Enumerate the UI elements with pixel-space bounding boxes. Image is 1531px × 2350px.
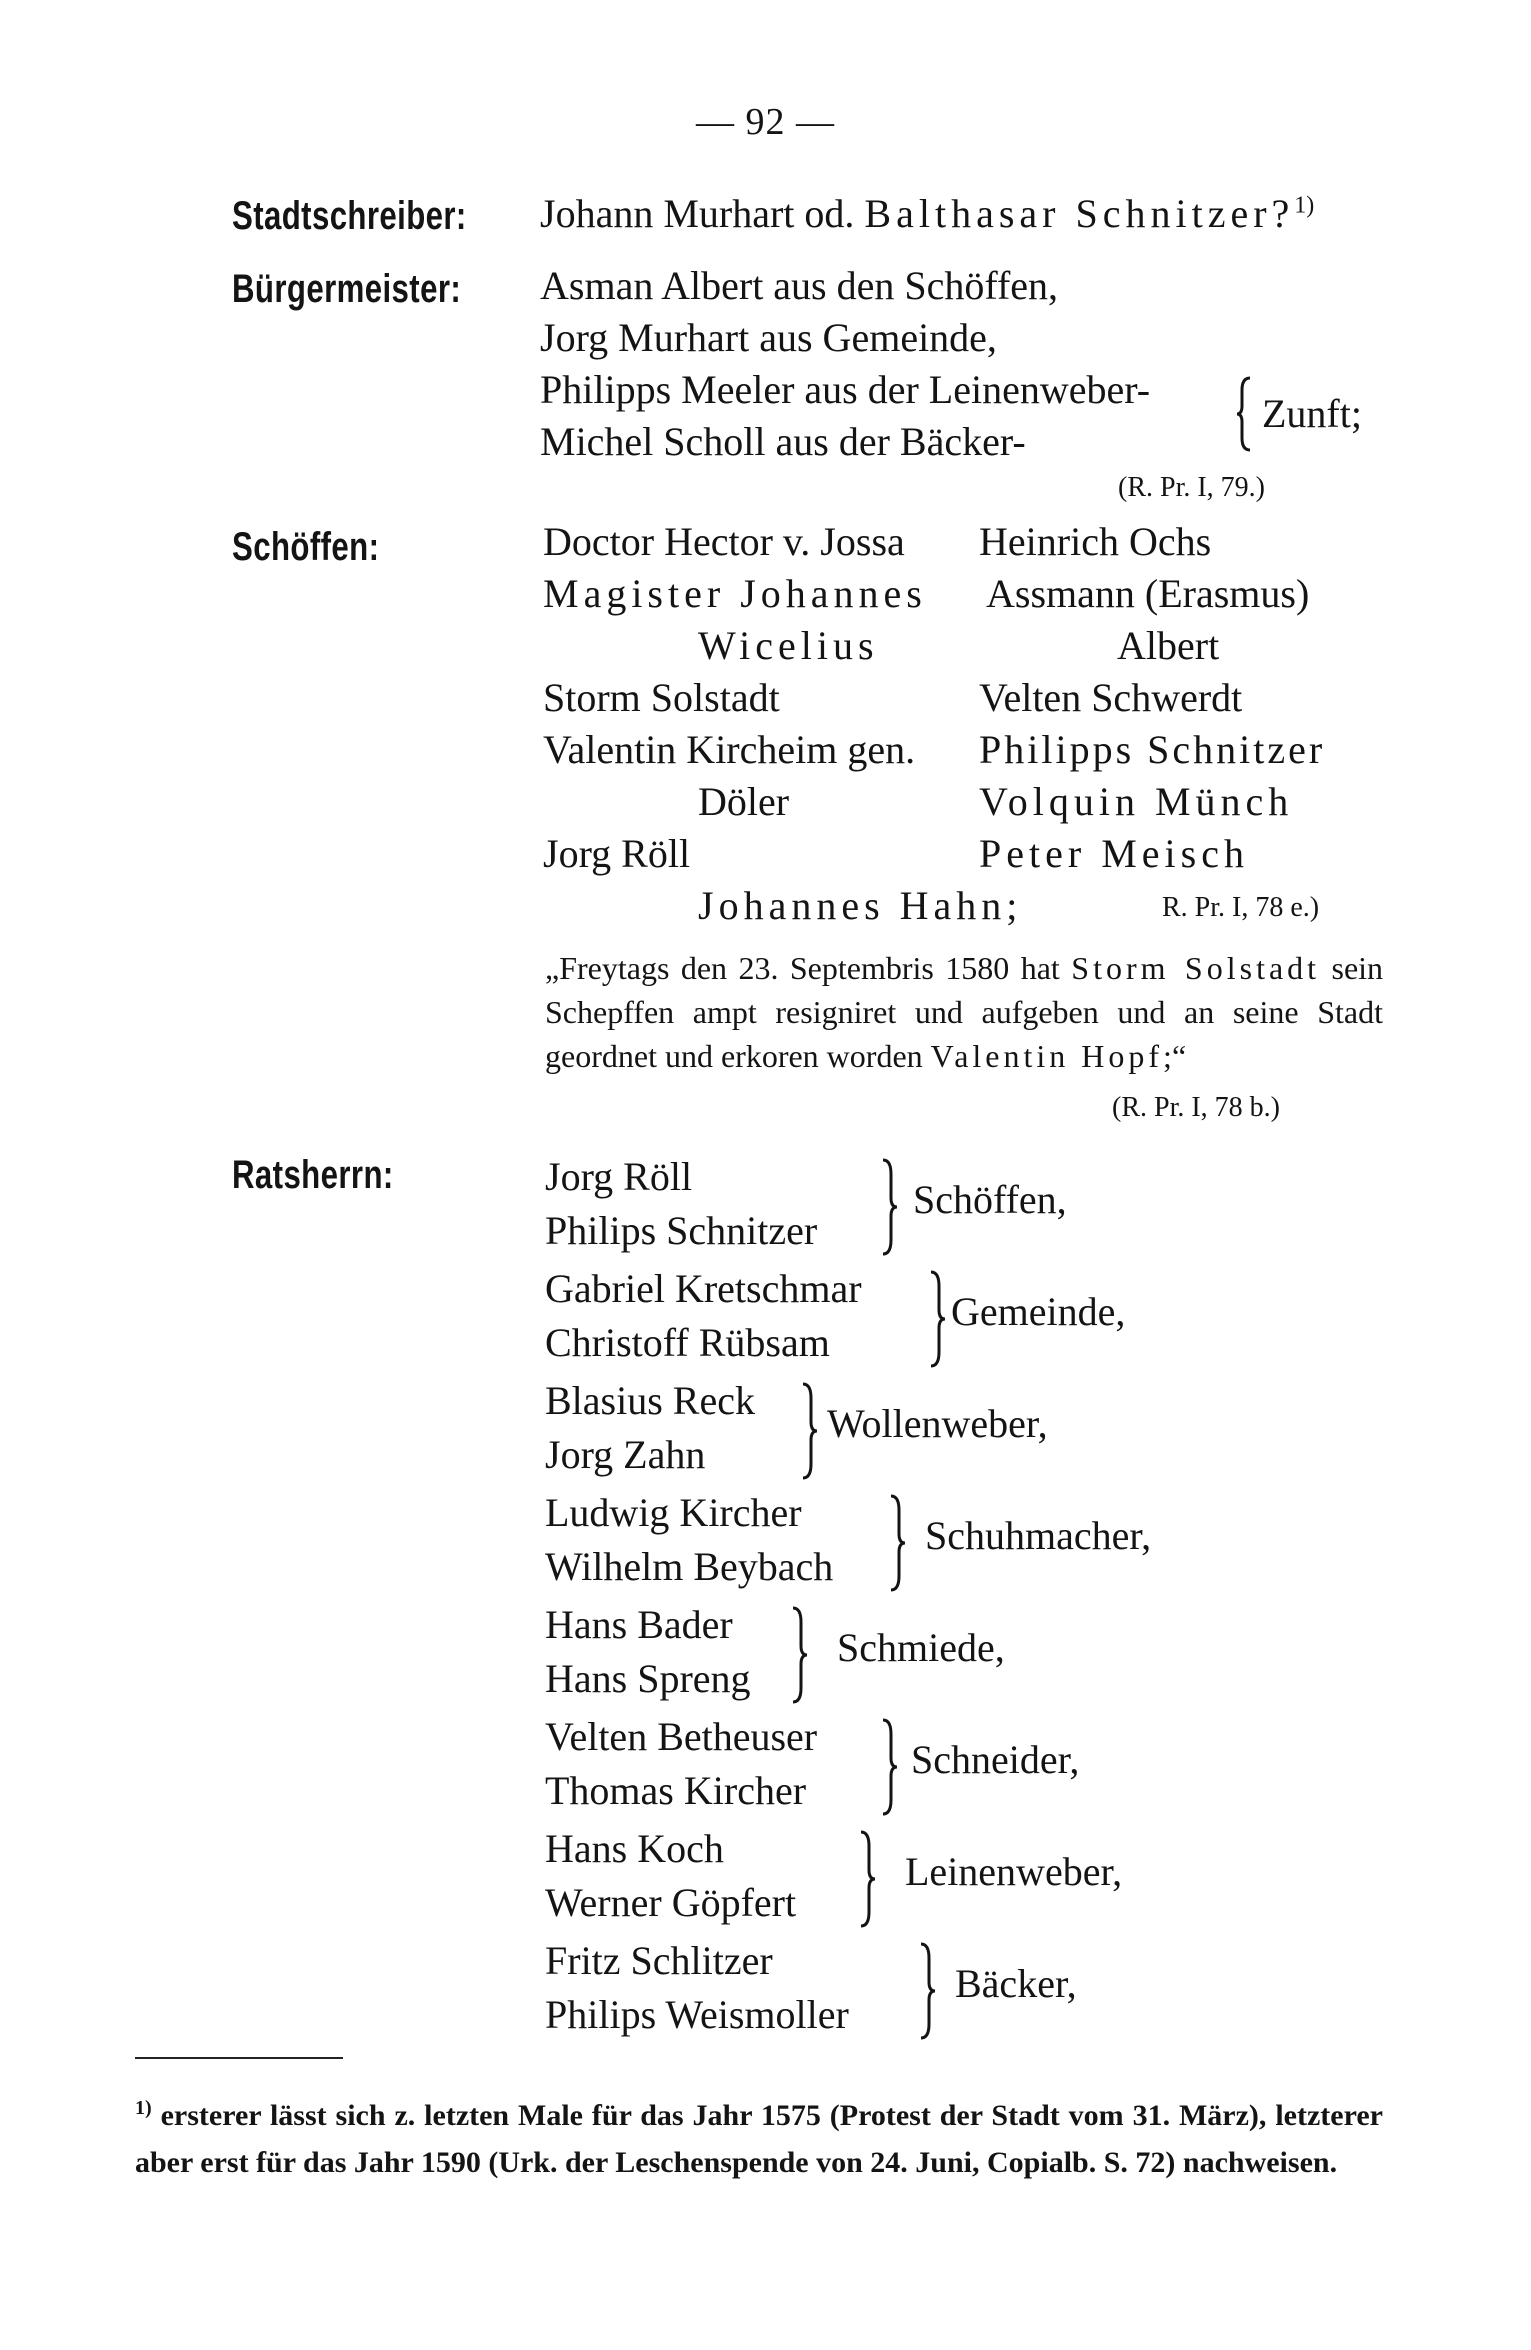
- ratsherrn-names: [545, 1710, 817, 1818]
- curly-brace-icon: [859, 1830, 877, 1928]
- quote-name: Valentin Hopf: [930, 1038, 1164, 1074]
- schoeffen-name: Storm Solstadt: [543, 675, 780, 720]
- ratsherrn-guild: Schneider,: [911, 1737, 1080, 1782]
- stadtschreiber-label: Stadtschreiber:: [232, 194, 467, 238]
- ratsherr-name: Wilhelm Beybach: [545, 1544, 834, 1589]
- ratsherr-name: Hans Koch: [545, 1826, 724, 1871]
- ratsherrn-guild: Wollenweber,: [827, 1401, 1048, 1446]
- footnote-text: ersterer lässt sich z. letzten Male für das Jahr 1575 (Protest der Stadt vom 31. März), letzterer aber erst für das Jahr 1590 (Urk. der Leschenspende von 24. Juni, Copialb. S. 72) nachweisen.: [135, 2099, 1383, 2179]
- quote-reference: (R. Pr. I, 78 b.): [1112, 1092, 1280, 1123]
- ratsherr-name: Philips Schnitzer: [545, 1208, 818, 1253]
- stadtschreiber-value-name: Balthasar Schnitzer?: [864, 191, 1295, 236]
- buergermeister-label: Bürgermeister:: [232, 267, 462, 311]
- ratsherrn-names: [545, 1598, 751, 1706]
- ratsherrn-names: [545, 1486, 833, 1594]
- ratsherr-name: Thomas Kircher: [545, 1768, 807, 1813]
- quote-close: ;“: [1163, 1038, 1187, 1074]
- schoeffen-label: Schöffen:: [232, 525, 380, 569]
- curly-brace-icon: [1236, 376, 1256, 452]
- quote-open: „Freytags den 23. Septembris 1580 hat: [545, 950, 1060, 986]
- ratsherr-name: Ludwig Kircher: [545, 1490, 802, 1535]
- curly-brace-icon: [919, 1942, 937, 2040]
- schoeffen-name: Assmann (Erasmus): [986, 571, 1310, 616]
- curly-brace-icon: [929, 1270, 947, 1368]
- ratsherr-name: Blasius Reck: [545, 1378, 755, 1423]
- buergermeister-line: Jorg Murhart aus Gemeinde,: [540, 315, 997, 360]
- schoeffen-quote: [545, 946, 1383, 1078]
- footnote-marker: 1): [135, 2097, 152, 2119]
- footnote-rule: [135, 2057, 343, 2059]
- ratsherrn-names: [545, 1150, 817, 1258]
- ratsherrn-guild: Leinenweber,: [905, 1849, 1123, 1894]
- ratsherrn-names: [545, 1374, 755, 1482]
- schoeffen-name: Magister Johannes: [543, 571, 927, 616]
- schoeffen-reference: R. Pr. I, 78 e.): [1162, 892, 1320, 923]
- buergermeister-reference: (R. Pr. I, 79.): [1118, 472, 1265, 503]
- ratsherr-name: Fritz Schlitzer: [545, 1938, 773, 1983]
- ratsherrn-names: [545, 1934, 849, 2042]
- curly-brace-icon: [881, 1158, 899, 1256]
- schoeffen-name: Philipps Schnitzer: [979, 727, 1326, 772]
- ratsherrn-guild: Bäcker,: [955, 1961, 1077, 2006]
- buergermeister-line: Asman Albert aus den Schöffen,: [540, 263, 1059, 308]
- schoeffen-name: Valentin Kircheim gen.: [543, 727, 916, 772]
- schoeffen-name: Doctor Hector v. Jossa: [543, 519, 905, 564]
- ratsherr-name: Jorg Zahn: [545, 1432, 706, 1477]
- schoeffen-last-name: Johannes Hahn;: [698, 883, 1023, 928]
- ratsherr-name: Velten Betheuser: [545, 1714, 818, 1759]
- ratsherrn-names: [545, 1262, 862, 1370]
- ratsherr-name: Jorg Röll: [545, 1154, 693, 1199]
- schoeffen-name: Volquin Münch: [979, 779, 1294, 824]
- schoeffen-name: Jorg Röll: [543, 831, 691, 876]
- ratsherrn-guild: Schmiede,: [837, 1625, 1005, 1670]
- curly-brace-icon: [791, 1606, 809, 1704]
- stadtschreiber-value: [540, 190, 1314, 237]
- zunft-label: Zunft;: [1262, 391, 1362, 436]
- quote-middle: sein Schepffen ampt resigniret und aufgeben und an seine Stadt geordnet und erkoren worden: [545, 950, 1384, 1074]
- ratsherr-name: Christoff Rübsam: [545, 1320, 830, 1365]
- ratsherr-name: Hans Bader: [545, 1602, 733, 1647]
- buergermeister-line: Michel Scholl aus der Bäcker-: [540, 419, 1026, 464]
- ratsherrn-guild: Schöffen,: [913, 1177, 1067, 1222]
- ratsherrn-label: Ratsherrn:: [232, 1153, 394, 1197]
- schoeffen-name: Peter Meisch: [979, 831, 1249, 876]
- ratsherr-name: Gabriel Kretschmar: [545, 1266, 862, 1311]
- footnote-ref: 1): [1294, 192, 1315, 219]
- schoeffen-name: Albert: [1117, 623, 1220, 668]
- schoeffen-name: Velten Schwerdt: [979, 675, 1243, 720]
- ratsherrn-guild: Schuhmacher,: [925, 1513, 1152, 1558]
- curly-brace-icon: [889, 1494, 907, 1592]
- schoeffen-name: Wicelius: [698, 623, 879, 668]
- ratsherrn-guild: Gemeinde,: [951, 1289, 1126, 1334]
- curly-brace-icon: [881, 1718, 899, 1816]
- ratsherrn-names: [545, 1822, 796, 1930]
- stadtschreiber-value-prefix: Johann Murhart od.: [540, 191, 855, 236]
- page-number: — 92 —: [696, 101, 835, 143]
- buergermeister-line: Philipps Meeler aus der Leinenweber-: [540, 367, 1151, 412]
- schoeffen-name: Döler: [698, 779, 790, 824]
- curly-brace-icon: [801, 1382, 819, 1480]
- footnote: [135, 2085, 1383, 2186]
- ratsherr-name: Hans Spreng: [545, 1656, 751, 1701]
- ratsherr-name: Werner Göpfert: [545, 1880, 797, 1925]
- schoeffen-name: Heinrich Ochs: [979, 519, 1212, 564]
- ratsherr-name: Philips Weismoller: [545, 1992, 849, 2037]
- quote-name: Storm Solstadt: [1071, 950, 1321, 986]
